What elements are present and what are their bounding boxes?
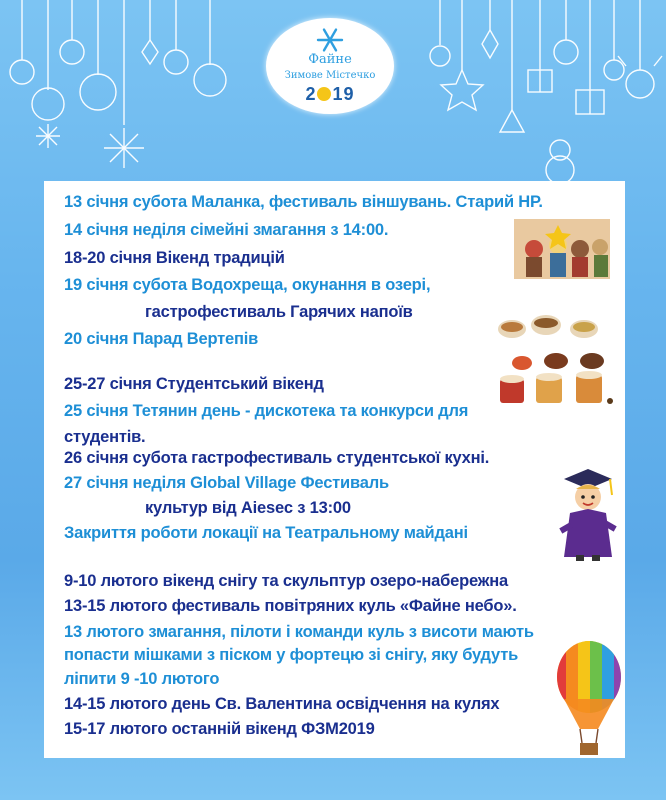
schedule-panel	[44, 181, 625, 758]
schedule-line: 20 січня Парад Вертепів	[64, 330, 259, 348]
logo-title: Файне	[308, 52, 352, 67]
schedule-line: студентів.	[64, 428, 146, 446]
schedule-line: гастрофестиваль Гарячих напоїв	[145, 303, 413, 321]
schedule-line: 19 січня субота Водохреща, окунання в озері,	[64, 276, 431, 294]
schedule-line: 13 лютого змагання, пілоти і команди куль з висоти мають	[64, 623, 534, 641]
logo-subtitle: Зимове Містечко	[284, 70, 376, 81]
schedule-line: 14-15 лютого день Св. Валентина освідчення на кулях	[64, 695, 500, 713]
schedule-line: 25-27 січня Студентський вікенд	[64, 375, 324, 393]
schedule-line: 27 січня неділя Global Village Фестиваль	[64, 474, 389, 492]
graduate-boy-illustration	[556, 465, 620, 563]
hot-air-balloon-illustration	[554, 639, 624, 758]
schedule-line: культур від Aiesec з 13:00	[145, 499, 351, 517]
schedule-line: Закриття роботи локації на Театральному майдані	[64, 524, 468, 542]
schedule-line: 25 січня Тетянин день - дискотека та конкурси для	[64, 402, 469, 420]
hot-drinks-illustration	[492, 299, 618, 411]
schedule-line: 15-17 лютого останній вікенд ФЗМ2019	[64, 720, 375, 738]
schedule-line: попасти мішками з піском у фортецю зі снігу, яку будуть	[64, 646, 519, 664]
sun-icon	[317, 87, 331, 101]
schedule-line: 13 січня субота Маланка, фестиваль віншувань. Старий НР.	[64, 193, 543, 211]
schedule-line: 18-20 січня Вікенд традицій	[64, 249, 285, 267]
carolers-illustration	[514, 219, 610, 279]
schedule-line: 9-10 лютого вікенд снігу та скульптур озеро-набережна	[64, 572, 508, 590]
logo-year: 2 19	[305, 84, 355, 104]
schedule-line: 13-15 лютого фестиваль повітряних куль «Файне небо».	[64, 597, 517, 615]
schedule-line: 26 січня субота гастрофестиваль студентської кухні.	[64, 449, 490, 467]
snowflake-icon	[316, 26, 344, 54]
schedule-line: 14 січня неділя сімейні змагання з 14:00.	[64, 221, 389, 239]
schedule-line: ліпити 9 -10 лютого	[64, 670, 220, 688]
festival-logo	[266, 18, 394, 114]
